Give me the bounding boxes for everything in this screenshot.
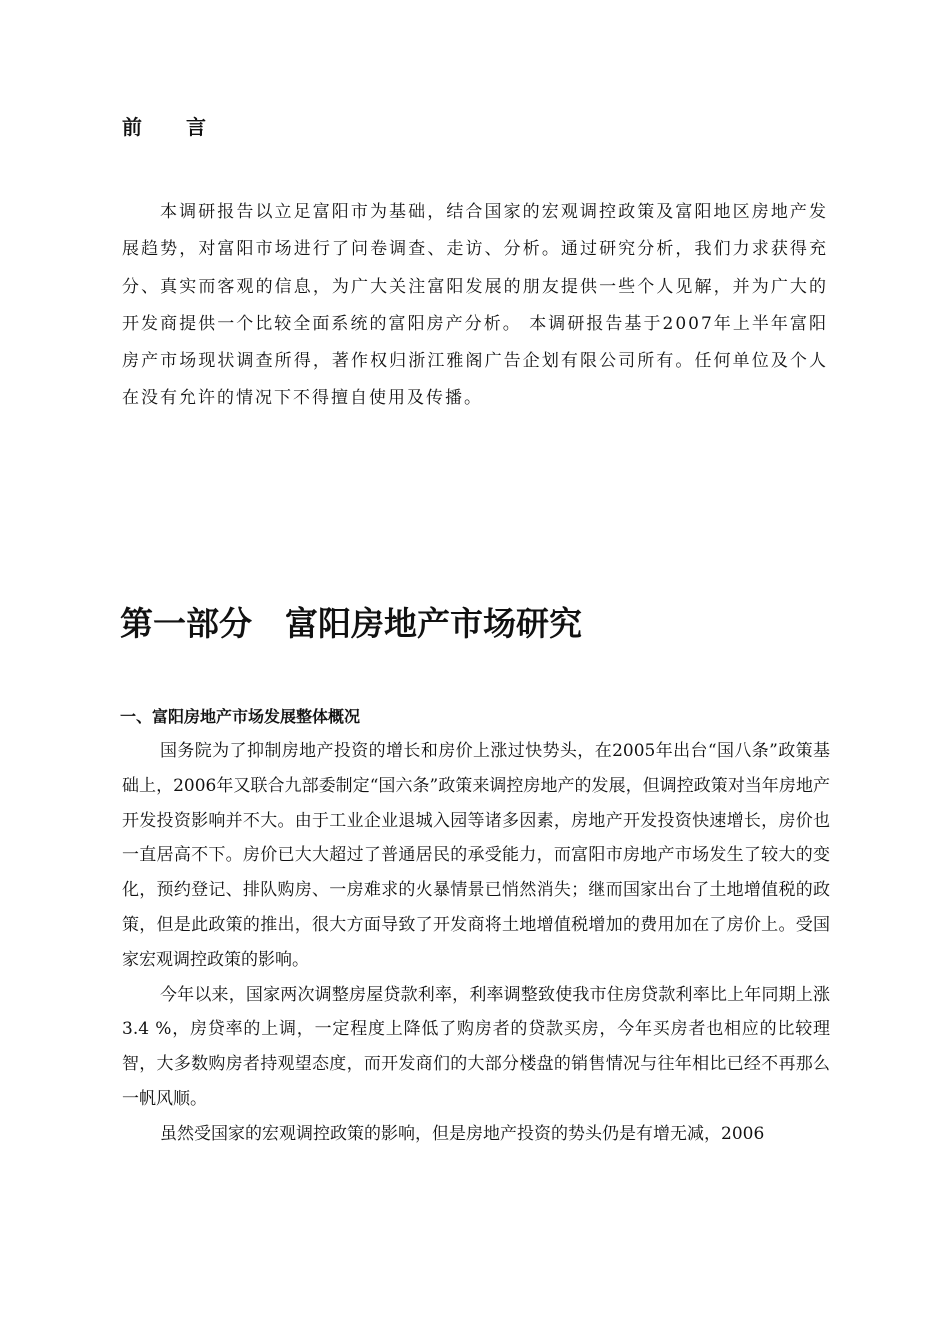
section-paragraph: 虽然受国家的宏观调控政策的影响，但是房地产投资的势头仍是有增无减，2006 [160, 1123, 765, 1144]
preface-title: 前言 [122, 115, 250, 139]
section-paragraph: 国务院为了抑制房地产投资的增长和房价上涨过快势头，在2005年出台“国八条”政策基础上，2006年又联合九部委制定“国六条”政策来调控房地产的发展，但调控政策对当年房地产开发投资影响并不大。由于工业企业退城入园等诸多因素，房地产开发投资快速增长，房价也一直居高不下。房价已大大超过了普通居民的承受能力，而富阳市房地产市场发生了较大的变化，预约登记、排队购房、一房难求的火暴情景已悄然消失；继而国家出台了土地增值税的政策，但是此政策的推出，很大方面导致了开发商将土地增值税增加的费用加在了房价上。受国家宏观调控政策的影响。 [122, 741, 830, 970]
section-paragraph: 今年以来，国家两次调整房屋贷款利率，利率调整致使我市住房贷款利率比上年同期上涨3.4 %，房贷率的上调，一定程度上降低了购房者的贷款买房，今年买房者也相应的比较理智，大多数购房者持观望态度，而开发商们的大部分楼盘的销售情况与往年相比已经不再那么一帆风顺。 [122, 984, 830, 1109]
section-body [122, 734, 830, 1152]
part-title: 第一部分 富阳房地产市场研究 [120, 604, 582, 643]
preface-paragraph: 本调研报告以立足富阳市为基础，结合国家的宏观调控政策及富阳地区房地产发展趋势，对富阳市场进行了问卷调查、走访、分析。通过研究分析，我们力求获得充分、真实而客观的信息，为广大关注富阳发展的朋友提供一些个人见解，并为广大的开发商提供一个比较全面系统的富阳房产分析。 本调研报告基于2007年上半年富阳房产市场现状调查所得，著作权归浙江雅阁广告企划有限公司所有。任何单位及个人在没有允许的情况下不得擅自使用及传播。 [122, 202, 828, 409]
section-heading: 一、富阳房地产市场发展整体概况 [120, 707, 361, 726]
